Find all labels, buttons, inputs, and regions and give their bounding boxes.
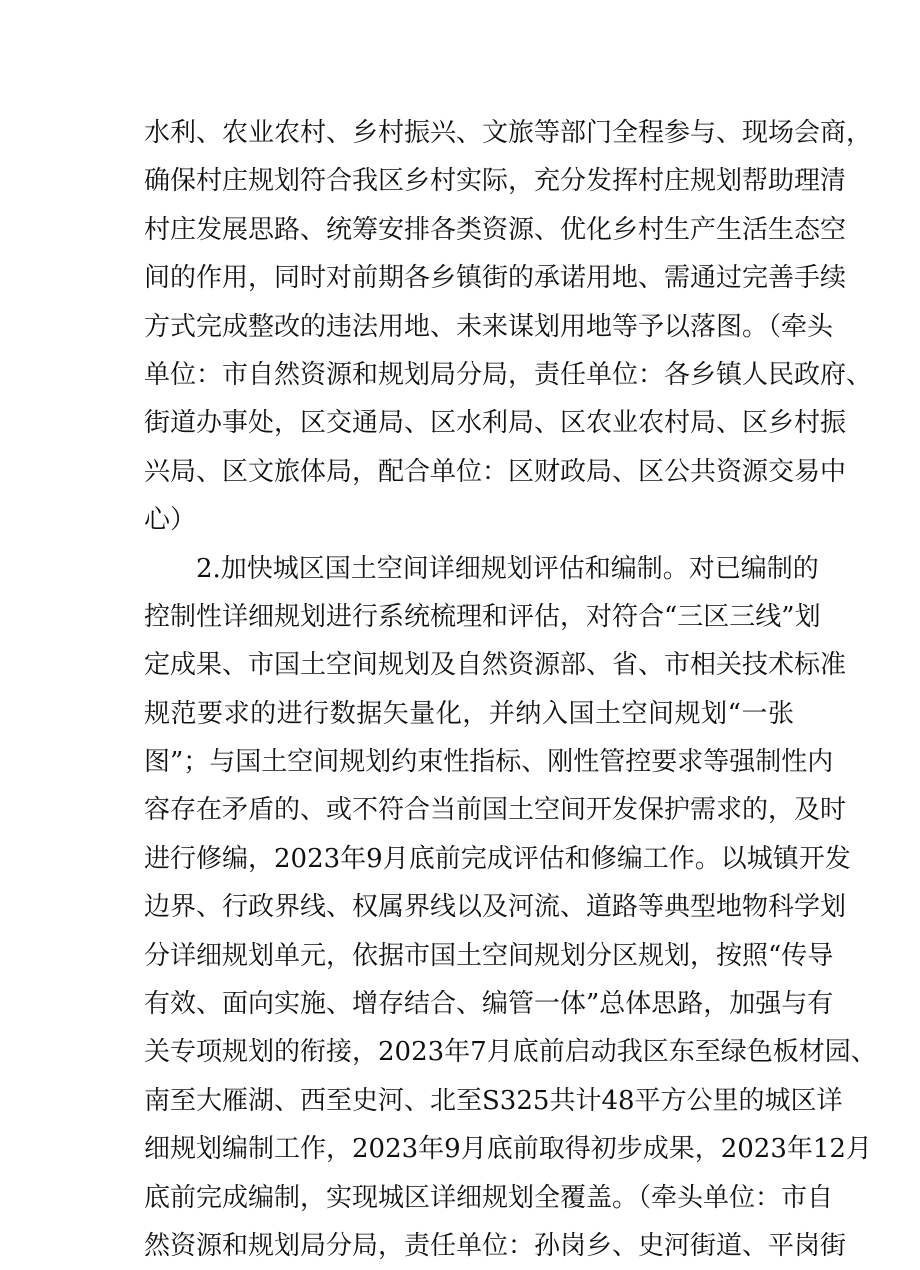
text-line [144,206,847,254]
section-heading-line [144,545,819,593]
text-line-content: 然资源和规划局分局，责任单位：孙岗乡、史河街道、平岗街 [144,1230,847,1261]
text-line-content: 单位：市自然资源和规划局分局，责任单位：各乡镇人民政府、 [144,359,873,390]
document-body [144,109,877,1270]
text-line-content: 边界、行政界线、权属界线以及河流、道路等典型地物科学划 [144,892,847,923]
text-line [144,835,851,883]
text-line [144,157,847,205]
text-line [144,786,847,834]
text-line-content: 有效、面向实施、增存结合、编管一体”总体思路，加强与有 [144,989,834,1020]
text-line-content: 确保村庄规划符合我区乡村实际，充分发挥村庄规划帮助理清 [144,166,847,197]
text-line-content: 方式完成整改的违法用地、未来谋划用地等予以落图。（牵头 [144,311,834,342]
text-line [144,399,847,447]
text-line [144,109,873,157]
text-line [144,303,834,351]
text-line [144,254,847,302]
text-line-content: 村庄发展思路、统筹安排各类资源、优化乡村生产生活生态空 [144,214,847,245]
text-line-content: 进行修编，2023年9月底前完成评估和修编工作。以城镇开发 [144,843,851,874]
text-line-content: 规范要求的进行数据矢量化，并纳入国土空间规划“一张 [144,698,794,729]
text-line [144,593,821,641]
text-line [144,1174,834,1222]
text-line-content: 控制性详细规划进行系统梳理和评估，对符合“三区三线”划 [144,601,821,632]
text-line [144,980,834,1028]
text-line-content: 关专项规划的衔接，2023年7月底前启动我区东至绿色板材园、 [144,1037,877,1068]
text-line [144,641,847,689]
text-line [144,932,834,980]
text-line-content: 图”；与国土空间规划约束性指标、刚性管控要求等强制性内 [144,747,834,778]
text-line [144,448,847,496]
text-line [144,496,794,544]
text-line-content: 2.加快城区国土空间详细规划评估和编制。对已编制的 [196,553,819,584]
text-line [144,738,834,786]
text-line-content: 水利、农业农村、乡村振兴、文旅等部门全程参与、现场会商， [144,118,873,148]
text-line [144,351,873,399]
text-line-content: 分详细规划单元，依据市国土空间规划分区规划，按照“传导 [144,940,834,971]
text-line [144,1028,877,1076]
text-line [144,690,794,738]
text-line [144,1125,872,1173]
text-line-content: 容存在矛盾的、或不符合当前国土空间开发保护需求的，及时 [144,795,847,826]
text-line-content: 底前完成编制，实现城区详细规划全覆盖。（牵头单位：市自 [144,1182,834,1213]
text-line-content: 间的作用，同时对前期各乡镇街的承诺用地、需通过完善手续 [144,263,847,294]
text-line [144,1077,843,1125]
text-line-content: 定成果、市国土空间规划及自然资源部、省、市相关技术标准 [144,650,847,681]
text-line [144,1222,847,1270]
text-line-content: 细规划编制工作，2023年9月底前取得初步成果，2023年12月 [144,1134,872,1165]
text-line-content: 兴局、区文旅体局，配合单位：区财政局、区公共资源交易中 [144,456,847,487]
text-line-content: 心） [144,505,197,536]
text-line-content: 南至大雁湖、西至史河、北至S325共计48平方公里的城区详 [144,1085,843,1116]
text-line-content: 街道办事处，区交通局、区水利局、区农业农村局、区乡村振 [144,408,847,439]
text-line [144,883,847,931]
